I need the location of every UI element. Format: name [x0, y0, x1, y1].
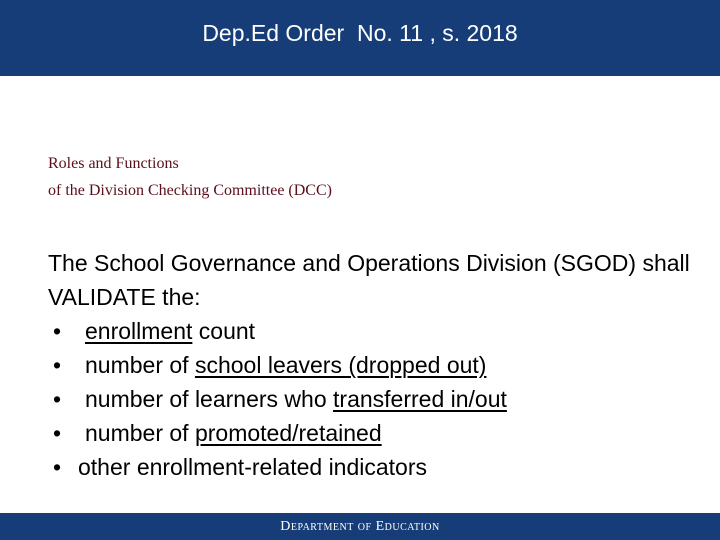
item-underlined-text: school leavers (dropped out) — [194, 352, 487, 378]
item-text: number of — [85, 420, 195, 446]
list-item — [48, 314, 708, 348]
footer-bar — [0, 513, 720, 540]
list-item — [48, 450, 708, 484]
header-bar — [0, 0, 720, 76]
section-subtitle — [48, 150, 332, 204]
bullet-icon: • — [53, 454, 62, 480]
item-text: other enrollment-related indicators — [78, 454, 428, 480]
list-item — [48, 348, 708, 382]
item-underlined-text: promoted/retained — [194, 420, 382, 446]
item-text: number of — [85, 352, 195, 378]
bullet-icon: • — [53, 352, 62, 378]
bullet-icon: • — [53, 318, 62, 344]
list-item — [48, 382, 708, 416]
item-underlined-text: transferred in/out — [333, 386, 507, 412]
list-item — [48, 416, 708, 450]
subtitle-line-2: of the Division Checking Committee (DCC) — [48, 182, 332, 199]
item-underlined-text: enrollment — [85, 318, 193, 344]
item-text: count — [192, 318, 256, 344]
footer-department-name: Department of Education — [280, 518, 440, 534]
subtitle-line-1: Roles and Functions — [48, 155, 179, 172]
bullet-icon: • — [53, 386, 62, 412]
item-text: number of learners who — [85, 386, 334, 412]
page-title: Dep.Ed Order No. 11 , s. 2018 — [202, 19, 518, 46]
validation-list — [48, 314, 708, 484]
body-content — [48, 246, 708, 484]
bullet-icon: • — [53, 420, 62, 446]
intro-paragraph: The School Governance and Operations Division (SGOD) shall VALIDATE the: — [48, 250, 690, 310]
